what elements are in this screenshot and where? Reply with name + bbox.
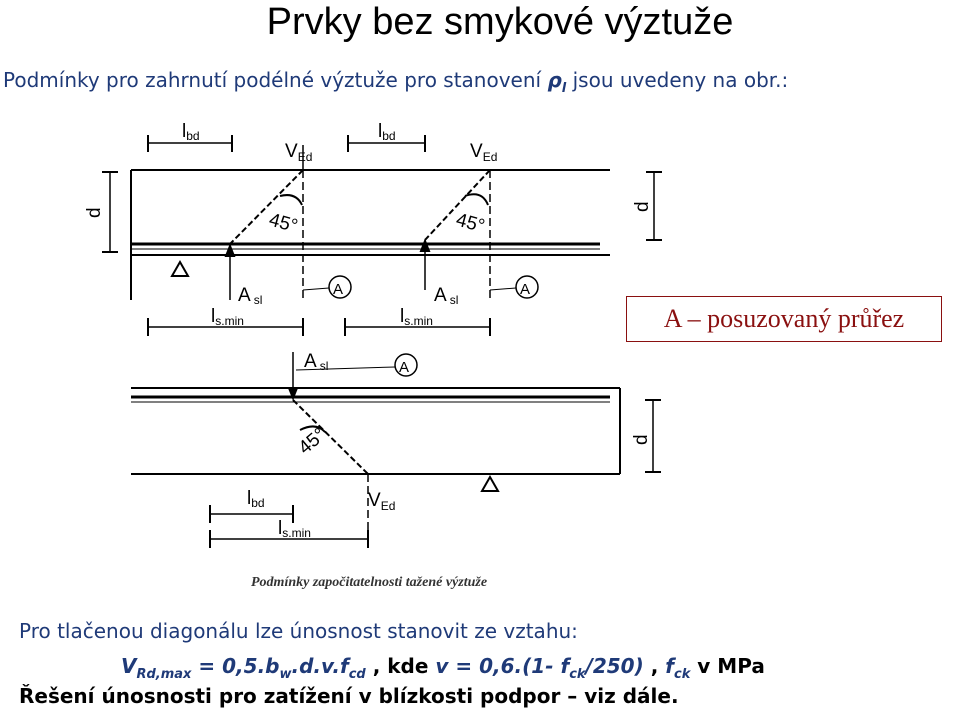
label-lbd-1: lbd bbox=[182, 121, 200, 143]
body-text: Pro tlačenou diagonálu lze únosnost stanovit ze vztahu: bbox=[19, 619, 578, 643]
label-asl-1: Asl bbox=[238, 285, 263, 307]
angle-arc-1 bbox=[280, 195, 302, 205]
formula: $V_{Rd,max} = 0,5.b_w.d.v.f_{cd}$ , kde v = 0,6.(1- $f_{ck}/250$) , $f_{ck}$ v MPa bbox=[121, 654, 765, 682]
label-angle-1: 45° bbox=[266, 209, 300, 238]
figure-caption: Podmínky započitatelnosti tažené výztuže bbox=[251, 575, 488, 590]
label-d-lower: d bbox=[631, 434, 652, 445]
label-lsmin-lower: ls.min bbox=[278, 518, 311, 540]
label-angle-lower: 45° bbox=[294, 424, 331, 459]
label-ved-1: $V_{Ed}$ bbox=[285, 141, 313, 164]
label-section-a-2: A bbox=[520, 281, 531, 298]
label-angle-2: 45° bbox=[453, 209, 487, 238]
page-title: Prvky bez smykové výztuže bbox=[266, 1, 734, 43]
intro-paragraph: Podmínky pro zahrnutí podélné výztuže pro stanovení $\rho_l$ jsou uvedeny na obr.: bbox=[3, 68, 789, 96]
section-a-leader-2 bbox=[490, 288, 516, 290]
label-ved-2: $V_{Ed}$ bbox=[470, 141, 498, 164]
label-d-right: d bbox=[632, 201, 653, 212]
section-a-leader-1 bbox=[303, 288, 329, 290]
label-asl-lower: Asl bbox=[304, 351, 329, 373]
label-ved-lower: $V_{Ed}$ bbox=[368, 490, 396, 513]
closing-line: Řešení únosnosti pro zatížení v blízkosti podpor – viz dále. bbox=[19, 684, 679, 708]
support-triangle-lower bbox=[482, 477, 498, 491]
legend-text: A – posuzovaný průřez bbox=[663, 304, 905, 333]
label-lsmin-1: ls.min bbox=[211, 306, 244, 328]
label-section-a-3: A bbox=[399, 359, 410, 376]
asl-arrowhead-1 bbox=[226, 246, 234, 256]
label-asl-2: Asl bbox=[434, 285, 459, 307]
label-lsmin-2: ls.min bbox=[400, 306, 433, 328]
label-lbd-2: lbd bbox=[378, 121, 396, 143]
label-d-left: d bbox=[84, 207, 105, 218]
angle-arc-2 bbox=[465, 194, 488, 205]
label-lbd-lower: lbd bbox=[247, 488, 265, 510]
legend-box bbox=[626, 296, 942, 342]
support-triangle bbox=[172, 262, 188, 276]
label-section-a-1: A bbox=[333, 281, 344, 298]
